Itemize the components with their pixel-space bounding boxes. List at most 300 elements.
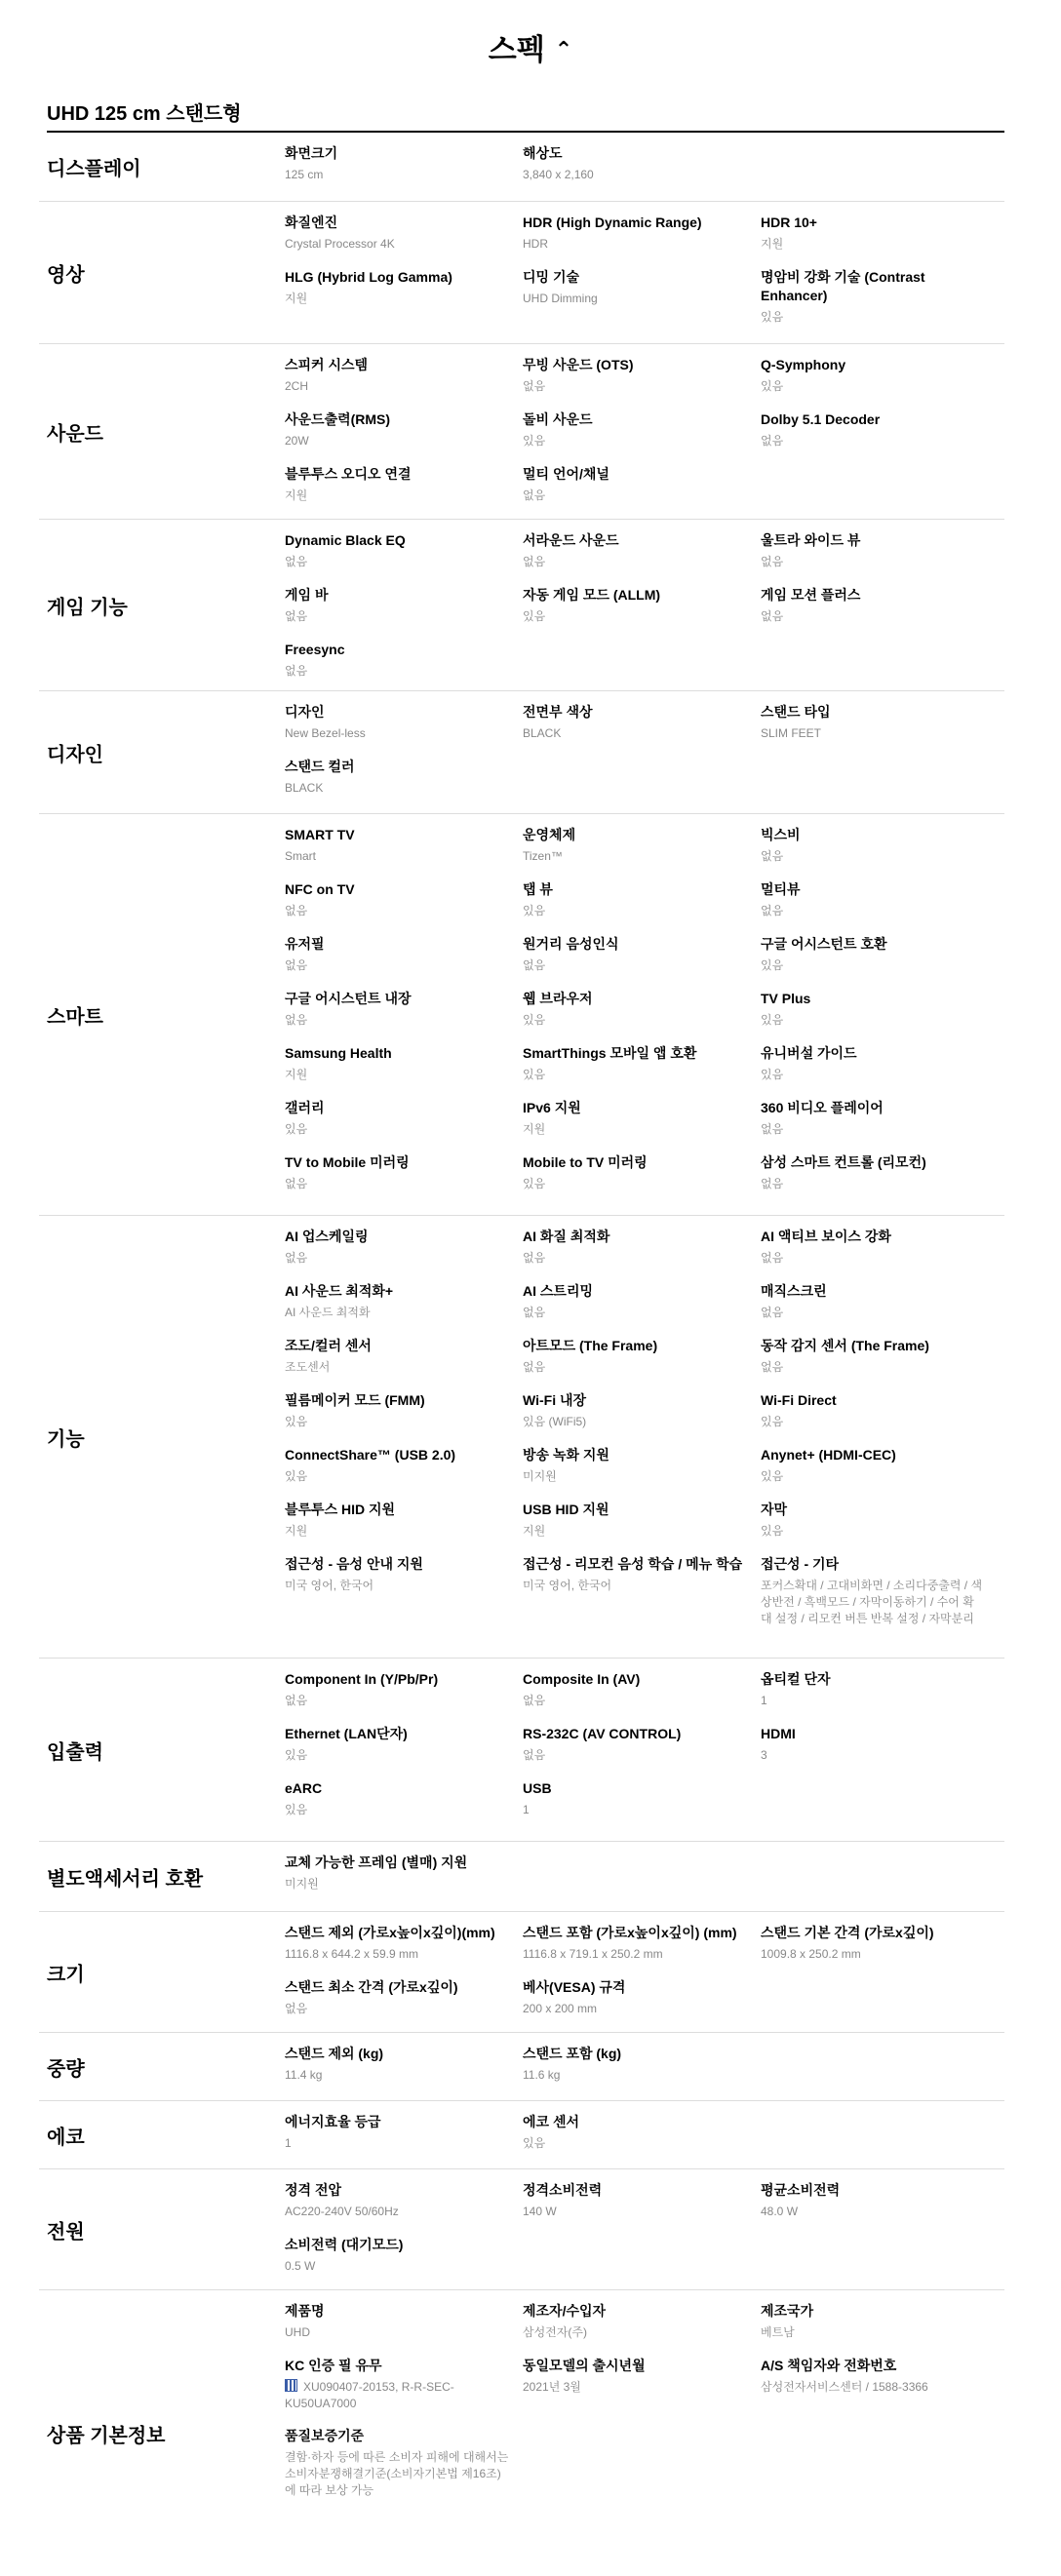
spec-section — [39, 813, 1004, 1216]
spec-title: 스펙 — [488, 34, 545, 66]
spec-label: 게임 바 — [285, 587, 329, 603]
spec-value: 없음 — [285, 664, 308, 678]
spec-item — [285, 2181, 509, 2220]
spec-label: SmartThings 모바일 앱 호환 — [523, 1045, 697, 1061]
spec-item — [761, 586, 985, 625]
spec-label: 무빙 사운드 (OTS) — [523, 357, 634, 372]
spec-label: TV Plus — [761, 991, 811, 1006]
spec-item — [285, 641, 509, 680]
section-heading: 디스플레이 — [47, 158, 141, 180]
spec-label: RS-232C (AV CONTROL) — [523, 1726, 682, 1741]
spec-item — [285, 268, 509, 307]
spec-item — [523, 2045, 747, 2084]
spec-item — [761, 1670, 985, 1709]
section-heading: 사운드 — [47, 423, 103, 446]
spec-value: BLACK — [523, 726, 562, 740]
spec-header[interactable] — [0, 25, 1061, 68]
spec-value: 1 — [761, 1694, 767, 1707]
spec-value: 미지원 — [285, 1877, 319, 1891]
spec-label: SMART TV — [285, 827, 355, 842]
spec-label: Freesync — [285, 642, 345, 657]
spec-section — [39, 1841, 1004, 1912]
spec-label: A/S 책임자와 전화번호 — [761, 2358, 897, 2373]
spec-item — [285, 2045, 509, 2084]
spec-value: 2CH — [285, 379, 309, 393]
spec-label: 제품명 — [285, 2303, 325, 2319]
spec-label: 웹 브라우저 — [523, 991, 593, 1006]
spec-section — [39, 133, 1004, 201]
spec-value: 있음 — [285, 1415, 308, 1428]
spec-item — [523, 1978, 747, 2017]
spec-item — [761, 1099, 985, 1138]
spec-item — [285, 1501, 509, 1540]
spec-value: 1116.8 x 719.1 x 250.2 mm — [523, 1947, 663, 1961]
spec-item — [523, 990, 747, 1029]
spec-label: 스탠드 최소 간격 (가로x깊이) — [285, 1979, 458, 1995]
spec-label: USB HID 지원 — [523, 1502, 609, 1517]
spec-section — [39, 2168, 1004, 2290]
spec-item — [285, 2113, 509, 2152]
spec-value: 있음 — [285, 1469, 308, 1483]
spec-label: 제조국가 — [761, 2303, 814, 2319]
spec-label: 구글 어시스턴트 내장 — [285, 991, 412, 1006]
spec-value: 1009.8 x 250.2 mm — [761, 1947, 861, 1961]
spec-item — [285, 1555, 509, 1594]
spec-item — [285, 758, 509, 797]
spec-label: USB — [523, 1780, 552, 1796]
spec-value: 있음 — [523, 1177, 546, 1190]
spec-label: 스탠드 포함 (가로x높이x깊이) (mm) — [523, 1925, 737, 1940]
spec-value: 없음 — [285, 1177, 308, 1190]
spec-item — [523, 935, 747, 974]
spec-label: 해상도 — [523, 145, 563, 161]
spec-value: 있음 — [761, 958, 784, 972]
spec-value: BLACK — [285, 781, 324, 795]
spec-label: 옵티컬 단자 — [761, 1671, 831, 1687]
spec-value: 없음 — [523, 1306, 546, 1319]
spec-item — [285, 703, 509, 742]
spec-label: 접근성 - 음성 안내 지원 — [285, 1556, 423, 1572]
spec-value: 베트남 — [761, 2325, 795, 2339]
spec-item — [523, 1228, 747, 1267]
spec-label: Ethernet (LAN단자) — [285, 1726, 408, 1741]
spec-item — [523, 410, 747, 449]
spec-label: IPv6 지원 — [523, 1100, 581, 1115]
spec-label: Mobile to TV 미러링 — [523, 1154, 648, 1170]
spec-label: 블루투스 오디오 연결 — [285, 466, 412, 482]
spec-item — [761, 1044, 985, 1083]
spec-label: AI 액티브 보이스 강화 — [761, 1229, 891, 1244]
spec-item — [761, 1501, 985, 1540]
spec-item — [761, 356, 985, 395]
spec-item — [523, 2302, 747, 2341]
spec-item — [523, 1044, 747, 1083]
spec-section — [39, 2289, 1004, 2576]
spec-label: 매직스크린 — [761, 1283, 827, 1299]
spec-label: 베사(VESA) 규격 — [523, 1979, 626, 1995]
spec-value: New Bezel-less — [285, 726, 366, 740]
spec-label: 제조자/수입자 — [523, 2303, 607, 2319]
spec-item — [285, 410, 509, 449]
section-heading: 게임 기능 — [47, 597, 128, 619]
spec-label: 아트모드 (The Frame) — [523, 1338, 658, 1353]
spec-label: 스피커 시스템 — [285, 357, 369, 372]
spec-value: 지원 — [285, 1068, 308, 1081]
spec-value: SLIM FEET — [761, 726, 822, 740]
spec-value: 삼성전자(주) — [523, 2325, 587, 2339]
spec-value: 있음 — [761, 379, 784, 393]
spec-label: Wi-Fi Direct — [761, 1392, 837, 1408]
spec-value: 48.0 W — [761, 2205, 799, 2218]
spec-item — [523, 268, 747, 307]
spec-item — [761, 410, 985, 449]
spec-item — [285, 935, 509, 974]
spec-value: 있음 — [523, 2136, 546, 2150]
spec-value: 미국 영어, 한국어 — [523, 1579, 612, 1592]
spec-item — [285, 1044, 509, 1083]
spec-value: 없음 — [761, 434, 784, 448]
spec-item — [523, 1725, 747, 1764]
spec-value: 있음 — [761, 1469, 784, 1483]
section-heading: 상품 기본정보 — [47, 2425, 166, 2446]
spec-value: 없음 — [523, 1360, 546, 1374]
spec-label: 유저필 — [285, 936, 325, 952]
spec-value: 있음 — [761, 1013, 784, 1027]
spec-item — [285, 465, 509, 504]
spec-label: Composite In (AV) — [523, 1671, 641, 1687]
spec-item — [285, 1282, 509, 1321]
spec-label: 품질보증기준 — [285, 2428, 365, 2443]
spec-section — [39, 690, 1004, 814]
spec-item — [285, 1978, 509, 2017]
spec-section — [39, 201, 1004, 344]
spec-value: UHD Dimming — [523, 292, 598, 305]
spec-value: 1116.8 x 644.2 x 59.9 mm — [285, 1947, 418, 1961]
spec-label: Anynet+ (HDMI-CEC) — [761, 1447, 896, 1463]
spec-value: 없음 — [761, 609, 784, 623]
spec-value: 있음 — [285, 1748, 308, 1762]
spec-item — [761, 1337, 985, 1376]
spec-item — [761, 214, 985, 253]
spec-label: 스탠드 기본 간격 (가로x깊이) — [761, 1925, 934, 1940]
spec-item — [761, 826, 985, 865]
spec-item — [761, 2181, 985, 2220]
spec-item — [523, 1555, 747, 1594]
spec-item — [285, 1391, 509, 1430]
spec-item — [523, 880, 747, 919]
spec-item — [285, 531, 509, 570]
spec-item — [523, 356, 747, 395]
spec-value: 없음 — [285, 555, 308, 568]
spec-label: 구글 어시스턴트 호환 — [761, 936, 887, 952]
spec-label: 게임 모션 플러스 — [761, 587, 861, 603]
spec-label: Component In (Y/Pb/Pr) — [285, 1671, 439, 1687]
spec-value: 140 W — [523, 2205, 557, 2218]
spec-item — [285, 586, 509, 625]
spec-value: 없음 — [285, 2002, 308, 2015]
spec-label: 필름메이커 모드 (FMM) — [285, 1392, 425, 1408]
spec-value: 3,840 x 2,160 — [523, 168, 594, 181]
spec-section — [39, 1911, 1004, 2033]
spec-label: 정격소비전력 — [523, 2182, 603, 2198]
spec-label: Q-Symphony — [761, 357, 846, 372]
spec-item — [523, 1446, 747, 1485]
spec-value: Tizen™ — [523, 849, 563, 863]
spec-label: AI 화질 최적화 — [523, 1229, 610, 1244]
spec-item — [285, 1446, 509, 1485]
spec-label: 소비전력 (대기모드) — [285, 2237, 404, 2252]
spec-item — [285, 1228, 509, 1267]
spec-label: Dynamic Black EQ — [285, 532, 406, 548]
spec-item — [285, 2427, 509, 2499]
spec-label: 화면크기 — [285, 145, 338, 161]
spec-item — [523, 214, 747, 253]
spec-item — [761, 1446, 985, 1485]
spec-value: 있음 — [285, 1122, 308, 1136]
spec-label: HDMI — [761, 1726, 796, 1741]
spec-value: 없음 — [285, 958, 308, 972]
spec-item — [285, 2236, 509, 2275]
spec-value: 있음 (WiFi5) — [523, 1415, 587, 1428]
spec-item — [523, 1282, 747, 1321]
spec-label: eARC — [285, 1780, 323, 1796]
spec-item — [285, 356, 509, 395]
kc-qr-icon[interactable] — [285, 2379, 297, 2392]
section-heading: 디자인 — [47, 744, 103, 766]
spec-label: Dolby 5.1 Decoder — [761, 411, 881, 427]
spec-value: 있음 — [523, 1068, 546, 1081]
kc-cert-text: XU090407-20153, R-R-SEC-KU50UA7000 — [285, 2380, 454, 2410]
spec-label: HDR (High Dynamic Range) — [523, 215, 702, 230]
spec-value: Smart — [285, 849, 317, 863]
spec-value: 지원 — [761, 237, 784, 251]
spec-label: 원거리 음성인식 — [523, 936, 619, 952]
spec-value: 있음 — [761, 1415, 784, 1428]
spec-item — [761, 990, 985, 1029]
spec-item — [761, 880, 985, 919]
spec-item — [285, 990, 509, 1029]
spec-item — [523, 2181, 747, 2220]
spec-value: UHD — [285, 2325, 310, 2339]
spec-label: 방송 녹화 지원 — [523, 1447, 609, 1463]
spec-item — [761, 1282, 985, 1321]
section-heading: 기능 — [47, 1428, 85, 1451]
spec-value: 있음 — [523, 904, 546, 917]
spec-item — [523, 586, 747, 625]
spec-value: 200 x 200 mm — [523, 2002, 598, 2015]
spec-item — [285, 1924, 509, 1963]
spec-value: 지원 — [285, 488, 308, 502]
spec-label: 동일모델의 출시년월 — [523, 2358, 646, 2373]
spec-item — [285, 1099, 509, 1138]
spec-item — [523, 1153, 747, 1192]
spec-item — [523, 1099, 747, 1138]
spec-item — [761, 1391, 985, 1430]
spec-item — [285, 214, 509, 253]
spec-value: 없음 — [523, 1251, 546, 1265]
spec-item — [285, 1670, 509, 1709]
spec-value: 없음 — [523, 555, 546, 568]
spec-value: 2021년 3월 — [523, 2380, 581, 2394]
spec-item — [523, 2357, 747, 2396]
spec-item — [761, 935, 985, 974]
spec-value: 없음 — [761, 849, 784, 863]
spec-label: 에코 센서 — [523, 2114, 579, 2129]
spec-value: 결함·하자 등에 따른 소비자 피해에 대해서는 소비자분쟁해결기준(소비자기본법 제16조)에 따라 보상 가능 — [285, 2450, 509, 2497]
spec-label: 정격 전압 — [285, 2182, 341, 2198]
spec-item — [761, 1725, 985, 1764]
spec-label: 디밍 기술 — [523, 269, 579, 285]
spec-value: 지원 — [523, 1122, 546, 1136]
spec-item — [523, 1337, 747, 1376]
spec-value: AI 사운드 최적화 — [285, 1306, 371, 1319]
spec-label: 자동 게임 모드 (ALLM) — [523, 587, 661, 603]
spec-label: 운영체제 — [523, 827, 576, 842]
spec-item — [285, 1725, 509, 1764]
spec-value: 삼성전자서비스센터 / 1588-3366 — [761, 2380, 928, 2394]
spec-item — [761, 531, 985, 570]
spec-value: 없음 — [761, 555, 784, 568]
spec-item — [761, 2357, 985, 2396]
spec-label: 자막 — [761, 1502, 788, 1517]
spec-value: 있음 — [761, 1524, 784, 1538]
spec-label: 스탠드 제외 (kg) — [285, 2046, 384, 2061]
spec-label: Samsung Health — [285, 1045, 392, 1061]
spec-label: 조도/컬러 센서 — [285, 1338, 372, 1353]
spec-value: 있음 — [761, 310, 784, 324]
spec-value: HDR — [523, 237, 548, 251]
spec-value: 3 — [761, 1748, 767, 1762]
spec-value: 없음 — [285, 1694, 308, 1707]
section-heading: 전원 — [47, 2221, 85, 2244]
spec-item — [523, 1501, 747, 1540]
spec-label: 멀티 언어/채널 — [523, 466, 609, 482]
spec-value: 없음 — [523, 1694, 546, 1707]
section-heading: 중량 — [47, 2058, 85, 2081]
spec-value: 없음 — [761, 1177, 784, 1190]
spec-value: 없음 — [523, 958, 546, 972]
spec-value: 있음 — [761, 1068, 784, 1081]
spec-section — [39, 1658, 1004, 1842]
spec-label: 교체 가능한 프레임 (별매) 지원 — [285, 1854, 468, 1870]
spec-label: 유니버설 가이드 — [761, 1045, 857, 1061]
spec-value: AC220-240V 50/60Hz — [285, 2205, 399, 2218]
spec-value: 있음 — [523, 609, 546, 623]
spec-value: 있음 — [523, 434, 546, 448]
spec-label: 스탠드 제외 (가로x높이x깊이)(mm) — [285, 1925, 495, 1940]
spec-value: 없음 — [761, 904, 784, 917]
spec-value: 125 cm — [285, 168, 324, 181]
section-heading: 영상 — [47, 264, 85, 287]
spec-section — [39, 2100, 1004, 2169]
spec-item — [523, 1924, 747, 1963]
spec-item — [523, 826, 747, 865]
spec-section — [39, 1215, 1004, 1659]
spec-label: 멀티뷰 — [761, 881, 801, 897]
spec-section — [39, 2032, 1004, 2101]
spec-value: 1 — [285, 2136, 292, 2150]
spec-label: 블루투스 HID 지원 — [285, 1502, 396, 1517]
model-title: UHD 125 cm 스탠드형 — [47, 103, 242, 125]
spec-section — [39, 519, 1004, 691]
spec-label: ConnectShare™ (USB 2.0) — [285, 1447, 456, 1463]
spec-label: 평균소비전력 — [761, 2182, 841, 2198]
section-heading: 입출력 — [47, 1741, 103, 1764]
spec-item — [523, 1779, 747, 1818]
spec-value: 지원 — [523, 1524, 546, 1538]
spec-value: 없음 — [285, 1251, 308, 1265]
spec-value: 미지원 — [523, 1469, 557, 1483]
spec-label: 360 비디오 플레이어 — [761, 1100, 884, 1115]
section-heading: 에코 — [47, 2127, 85, 2149]
spec-value: 없음 — [761, 1360, 784, 1374]
spec-value: 11.4 kg — [285, 2068, 323, 2082]
spec-value: 없음 — [761, 1306, 784, 1319]
spec-value: 없음 — [523, 488, 546, 502]
spec-value: 없음 — [285, 609, 308, 623]
spec-item — [285, 880, 509, 919]
spec-item — [523, 1670, 747, 1709]
spec-item — [523, 2113, 747, 2152]
spec-label: 울트라 와이드 뷰 — [761, 532, 861, 548]
spec-value: 없음 — [285, 1013, 308, 1027]
spec-label: AI 사운드 최적화+ — [285, 1283, 394, 1299]
spec-item — [285, 2357, 509, 2412]
spec-label: 빅스비 — [761, 827, 801, 842]
spec-label: 화질엔진 — [285, 215, 338, 230]
spec-value: 있음 — [523, 1013, 546, 1027]
spec-value — [285, 2379, 509, 2412]
spec-value: 11.6 kg — [523, 2068, 561, 2082]
spec-label: 스탠드 컬러 — [285, 759, 355, 774]
spec-value: 포커스확대 / 고대비화면 / 소리다중출력 / 색상반전 / 흑백모드 / 자막이동하기 / 수어 확대 설정 / 리모컨 버튼 반복 설정 / 자막분리 — [761, 1579, 983, 1625]
spec-label: 디자인 — [285, 704, 325, 720]
spec-label: HDR 10+ — [761, 215, 817, 230]
spec-item — [761, 1153, 985, 1192]
spec-item — [285, 826, 509, 865]
spec-value: 지원 — [285, 292, 308, 305]
spec-label: 명암비 강화 기술 (Contrast Enhancer) — [761, 269, 925, 303]
spec-section — [39, 343, 1004, 520]
spec-label: HLG (Hybrid Log Gamma) — [285, 269, 452, 285]
spec-item — [285, 1854, 509, 1893]
chevron-up-icon[interactable]: ⌃ — [554, 37, 573, 61]
spec-item — [523, 144, 747, 183]
spec-label: 접근성 - 기타 — [761, 1556, 840, 1572]
spec-label: 사운드출력(RMS) — [285, 411, 391, 427]
spec-label: AI 업스케일링 — [285, 1229, 369, 1244]
spec-item — [285, 1779, 509, 1818]
section-heading: 별도액세서리 호환 — [47, 1868, 204, 1891]
spec-value: 1 — [523, 1803, 530, 1816]
spec-label: 탭 뷰 — [523, 881, 553, 897]
spec-value: 0.5 W — [285, 2259, 316, 2273]
spec-item — [285, 1337, 509, 1376]
spec-value: 없음 — [761, 1122, 784, 1136]
spec-item — [761, 703, 985, 742]
spec-label: 에너지효율 등급 — [285, 2114, 381, 2129]
section-heading: 크기 — [47, 1964, 85, 1986]
spec-value: 20W — [285, 434, 309, 448]
spec-label: 돌비 사운드 — [523, 411, 593, 427]
spec-item — [761, 268, 985, 326]
section-heading: 스마트 — [47, 1006, 103, 1029]
spec-label: 스탠드 포함 (kg) — [523, 2046, 622, 2061]
spec-item — [523, 465, 747, 504]
spec-label: 스탠드 타입 — [761, 704, 831, 720]
spec-item — [285, 1153, 509, 1192]
spec-label: AI 스트리밍 — [523, 1283, 593, 1299]
